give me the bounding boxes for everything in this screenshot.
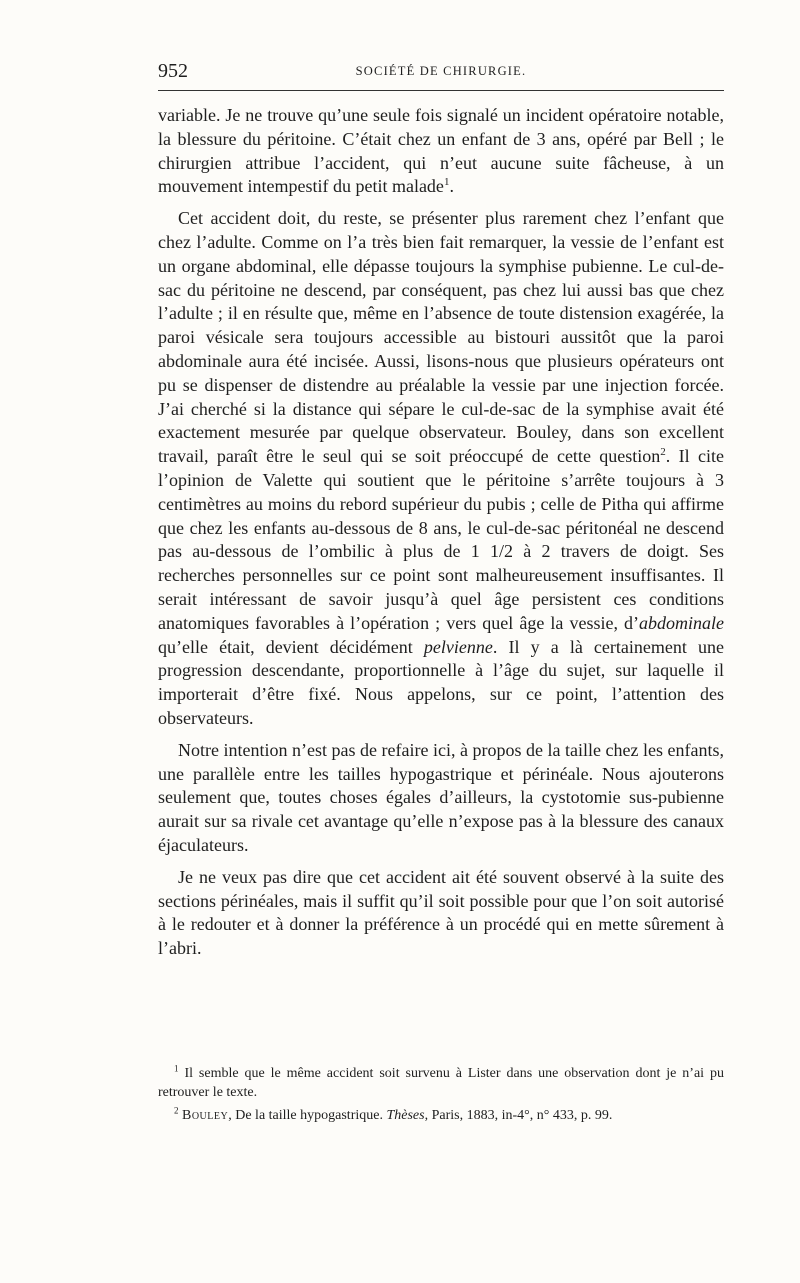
footnote-2 <box>158 1106 724 1125</box>
paragraph-1-end: . <box>449 176 454 197</box>
paragraph-2-text-b: . Il cite l’opinion de Valette qui soutient que le péritoine s’arrête toujours à 3 centimètres au moins du rebord supérieur du pubis ; celle de Pitha qui affirme que chez les enfants au-dessous de 8 ans, le cul-de-sac péritonéal ne descend pas au-dessous de l’ombilic à plus de 1 1/2 à 2 travers de doigt. Ses recherches personnelles sur ce point sont malheureusement insuffisantes. Il serait intéressant de savoir jusqu’à quel âge persistent ces conditions anatomiques favorables à l’opération ; vers quel âge la vessie, d’ <box>158 446 724 633</box>
footnote-1-mark: 1 <box>174 1063 179 1074</box>
footnote-1-text: Il semble que le même accident soit survenu à Lister dans une observation dont je n’ai pu retrouver le texte. <box>158 1066 725 1100</box>
footnote-2-text-a: , De la taille hypogastrique. <box>228 1108 387 1123</box>
footnote-1 <box>158 1064 724 1102</box>
paragraph-1-text: variable. Je ne trouve qu’une seule fois signalé un incident opératoire notable, la blessure du péritoine. C’était chez un enfant de 3 ans, opéré par Bell ; le chirurgien attribue l’accident, qui n’eut aucune suite fâcheuse, à un mouvement intempestif du petit malade <box>158 105 724 197</box>
paragraph-4: Je ne veux pas dire que cet accident ait été souvent observé à la suite des sections périnéales, mais il suffit qu’il soit possible pour que l’on soit autorisé à le redouter et à donner la préférence à un procédé qui en mette sûrement à l’abri. <box>158 866 724 959</box>
paragraph-1 <box>158 104 724 199</box>
italic-abdominale: abdominale <box>639 612 724 633</box>
paragraph-2-text-a: Cet accident doit, du reste, se présenter plus rarement chez l’enfant que chez l’adulte. Comme on l’a très bien fait remarquer, la vessie de l’enfant est un organe abdominal, elle dépasse toujours la symphise pubienne. Le cul-de-sac du péritoine ne descend, par conséquent, pas chez lui aussi bas que chez l’adulte ; il en résulte que, même en l’absence de toute distension exagérée, la paroi vésicale sera toujours accessible au bistouri aussitôt que la paroi abdominale aura été incisée. Aussi, lisons-nous que plusieurs opérateurs ont pu se dispenser de distendre au préalable la vessie par une injection forcée. J’ai cherché si la distance qui sépare le cul-de-sac de la symphise avait été exactement mesurée par quelque observateur. Bouley, dans son excellent travail, paraît être le seul qui se soit préoccupé de cette question <box>158 208 724 467</box>
page-number: 952 <box>158 60 188 82</box>
footnote-2-author: Bouley <box>182 1108 229 1123</box>
footnote-ref-1: 1 <box>443 176 450 189</box>
running-head: SOCIÉTÉ DE CHIRURGIE. <box>355 64 527 78</box>
paragraph-3: Notre intention n’est pas de refaire ici, à propos de la taille chez les enfants, une parallèle entre les tailles hypogastrique et périnéale. Nous ajouterons seulement que, toutes choses égales d’ailleurs, la cystotomie sus-pubienne aurait sur sa rivale cet avantage qu’elle n’expose pas à la blessure des canaux éjaculateurs. <box>158 739 724 855</box>
main-text <box>158 104 724 969</box>
footnote-2-mark: 2 <box>174 1105 179 1116</box>
page-header <box>158 60 724 82</box>
footnote-2-italic: Thèses <box>386 1108 425 1123</box>
footnotes <box>158 1064 724 1129</box>
paragraph-2-text-d: . Il y a là certainement une progression descendante, proportionnelle à l’âge du sujet, sur laquelle il importerait d’être fixé. Nous appelons, sur ce point, l’attention des observateurs. <box>158 636 724 728</box>
footnote-2-text-b: , Paris, 1883, in-4°, n° 433, p. 99. <box>424 1108 613 1123</box>
paragraph-2 <box>158 207 724 731</box>
footnote-ref-2: 2 <box>660 446 666 459</box>
italic-pelvienne: pelvienne <box>423 636 493 657</box>
header-rule <box>158 90 724 91</box>
paragraph-2-text-c: qu’elle était, devient décidément <box>158 636 424 657</box>
